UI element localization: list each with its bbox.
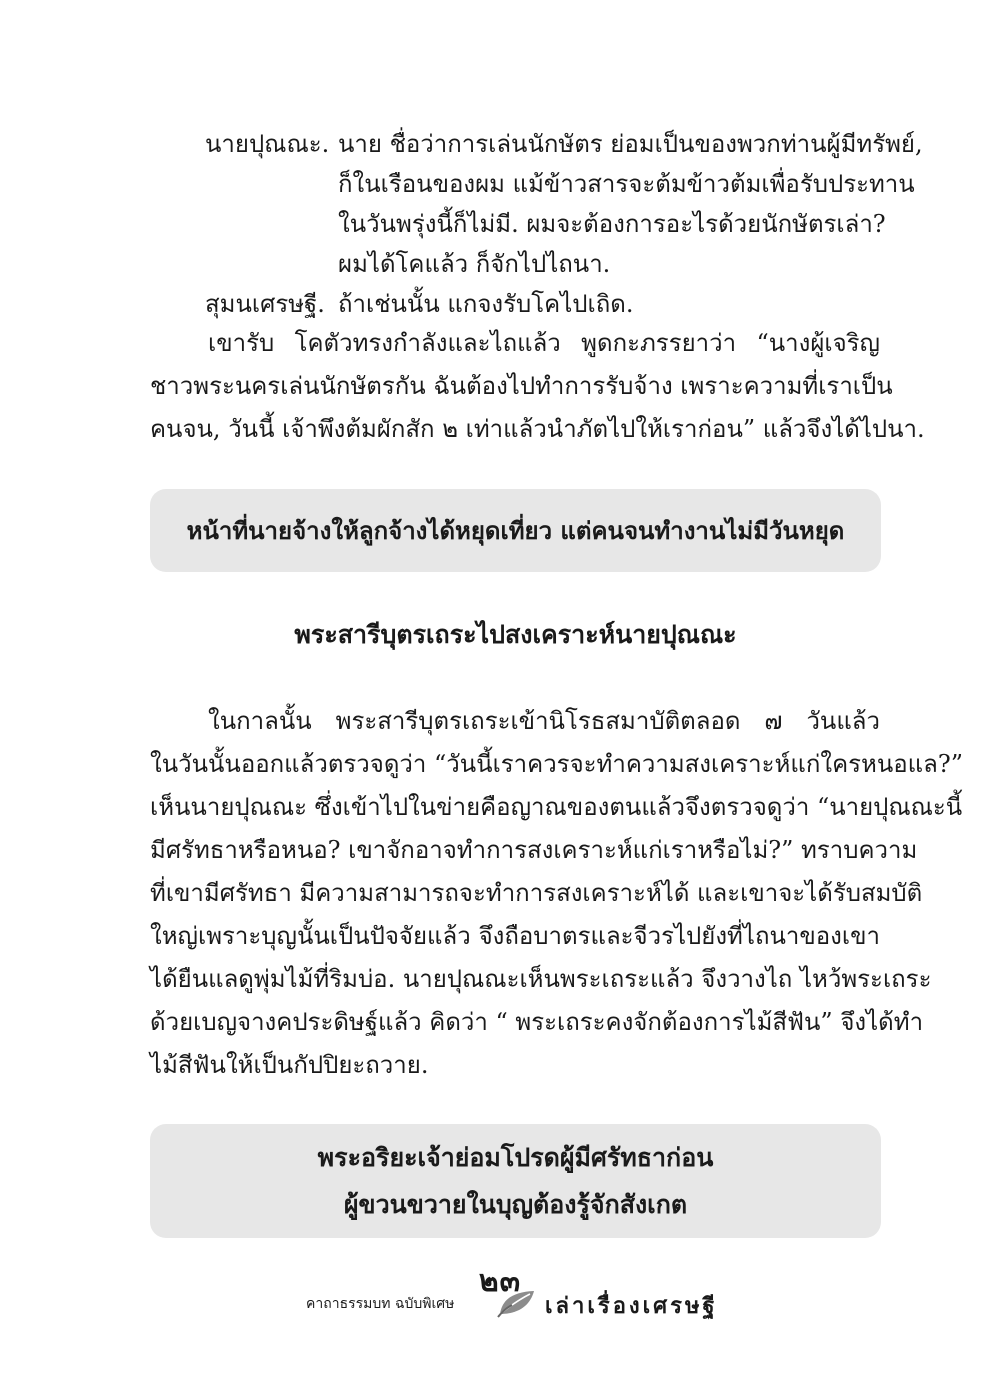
- text-line: ในวันนั้นออกแล้วตรวจดูว่า “วันนี้เราควรจะทำความสงเคราะห์แก่ใครหนอแล?”: [150, 750, 963, 778]
- paragraph-1: [150, 322, 925, 451]
- callout-box-1: [150, 489, 881, 572]
- text-line: ผมได้โคแล้ว ก็จักไปไถนา.: [338, 250, 611, 278]
- dialogue-entry: [205, 284, 923, 324]
- dialogue-text: [338, 124, 923, 284]
- text-line: นาย ชื่อว่าการเล่นนักษัตร ย่อมเป็นของพวกท่านผู้มีทรัพย์,: [338, 130, 923, 158]
- callout-text: พระอริยะเจ้าย่อมโปรดผู้มีศรัทธาก่อน: [317, 1143, 714, 1172]
- text-line: ที่เขามีศรัทธา มีความสามารถจะทำการสงเคราะห์ได้ และเขาจะได้รับสมบัติ: [150, 879, 923, 907]
- text-line: ด้วยเบญจางคประดิษฐ์แล้ว คิดว่า “ พระเถระคงจักต้องการไม้สีฟัน” จึงได้ทำ: [150, 1008, 924, 1036]
- text-line: ชาวพระนครเล่นนักษัตรกัน ฉันต้องไปทำการรับจ้าง เพราะความที่เราเป็น: [150, 372, 893, 400]
- callout-box-2: [150, 1124, 881, 1238]
- page-number: ๒๓: [478, 1264, 522, 1299]
- dialogue-text: [338, 284, 633, 324]
- leaf-icon: [496, 1288, 538, 1318]
- section-heading: พระสารีบุตรเถระไปสงเคราะห์นายปุณณะ: [294, 620, 737, 649]
- text-line: คนจน, วันนี้ เจ้าพึงต้มผักสัก ๒ เท่าแล้วนำภัตไปให้เราก่อน” แล้วจึงได้ไปนา.: [150, 415, 925, 443]
- book-title: คาถาธรรมบท ฉบับพิเศษ: [306, 1296, 455, 1312]
- series-title: เล่าเรื่องเศรษฐี: [545, 1293, 718, 1319]
- text-line: ใหญ่เพราะบุญนั้นเป็นปัจจัยแล้ว จึงถือบาตรและจีวรไปยังที่ไถนาของเขา: [150, 922, 880, 950]
- dialogue-block: [205, 124, 923, 324]
- text-line: ถ้าเช่นนั้น แกจงรับโคไปเถิด.: [338, 290, 634, 318]
- paragraph-2: [150, 700, 963, 1087]
- text-line: เขารับ โคตัวทรงกำลังและไถแล้ว พูดกะภรรยาว่า “นางผู้เจริญ: [208, 329, 880, 357]
- speaker-name: สุมนเศรษฐี.: [205, 290, 325, 318]
- text-line: ในกาลนั้น พระสารีบุตรเถระเข้านิโรธสมาบัติตลอด ๗ วันแล้ว: [208, 707, 880, 735]
- text-line: ก็ในเรือนของผม แม้ข้าวสารจะต้มข้าวต้มเพื่อรับประทาน: [338, 170, 915, 198]
- callout-text: ผู้ขวนขวายในบุญต้องรู้จักสังเกต: [343, 1190, 688, 1219]
- dialogue-entry: [205, 124, 923, 284]
- text-line: ไม้สีฟันให้เป็นกัปปิยะถวาย.: [150, 1051, 429, 1079]
- text-line: ในวันพรุ่งนี้ก็ไม่มี. ผมจะต้องการอะไรด้วยนักษัตรเล่า?: [338, 210, 886, 238]
- text-line: ได้ยืนแลดูพุ่มไม้ที่ริมบ่อ. นายปุณณะเห็นพระเถระแล้ว จึงวางไถ ไหว้พระเถระ: [150, 965, 932, 993]
- callout-text: หน้าที่นายจ้างให้ลูกจ้างได้หยุดเที่ยว แต่คนจนทำงานไม่มีวันหยุด: [186, 516, 845, 545]
- text-line: มีศรัทธาหรือหนอ? เขาจักอาจทำการสงเคราะห์แก่เราหรือไม่?” ทราบความ: [150, 836, 918, 864]
- text-line: เห็นนายปุณณะ ซึ่งเข้าไปในข่ายคือญาณของตนแล้วจึงตรวจดูว่า “นายปุณณะนี้: [150, 793, 963, 821]
- speaker-name: นายปุณณะ.: [205, 130, 330, 158]
